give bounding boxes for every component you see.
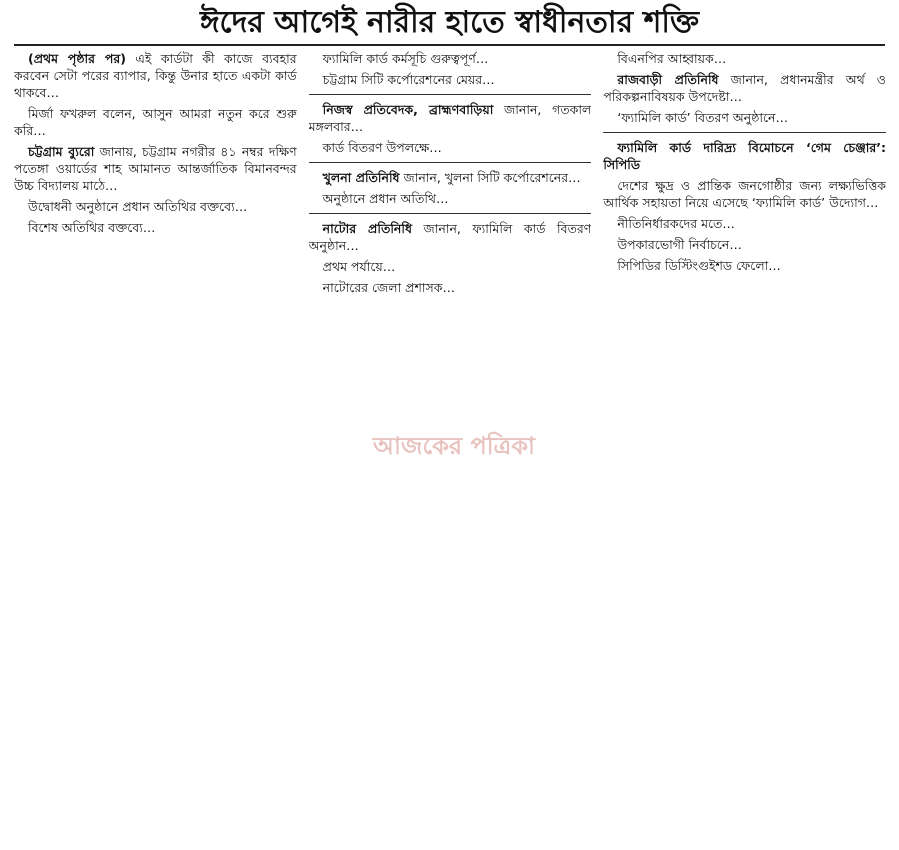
dateline: চট্টগ্রাম ব্যুরো (28, 144, 95, 159)
divider (603, 132, 886, 133)
headline-rule (14, 44, 885, 46)
paragraph: প্রথম পর্যায়ে… (322, 259, 396, 274)
paragraph: উদ্বোধনী অনুষ্ঠানে প্রধান অতিথির বক্তব্যে… (28, 199, 248, 214)
watermark: আজকের পত্রিকা (373, 432, 535, 460)
paragraph: নাটোর প্রতিনিধি জানান, ফ্যামিলি কার্ড বিতরণ অনুষ্ঠান… (308, 221, 592, 253)
subheading: ফ্যামিলি কার্ড দারিদ্র্য বিমোচনে ‘গেম চেঞ্জার’: সিপিডি (603, 140, 887, 172)
paragraph: ‘ফ্যামিলি কার্ড’ বিতরণ অনুষ্ঠানে… (617, 110, 788, 125)
paragraph: বিশেষ অতিথির বক্তব্যে… (28, 220, 156, 235)
paragraph: মির্জা ফখরুল বলেন, আসুন আমরা নতুন করে শুরু করি… (14, 106, 297, 138)
dateline: (প্রথম পৃষ্ঠার পর) (28, 51, 126, 66)
dateline: নিজস্ব প্রতিবেদক, ব্রাহ্মণবাড়িয়া (322, 102, 494, 117)
paragraph: দেশের ক্ষুদ্র ও প্রান্তিক জনগোষ্ঠীর জন্য লক্ষ্যভিত্তিক আর্থিক সহায়তা নিয়ে এসেছে ‘ফ্যামিলি কার্ড’ উদ্যোগ… (603, 178, 887, 210)
paragraph: নিজস্ব প্রতিবেদক, ব্রাহ্মণবাড়িয়া জানান, গতকাল মঙ্গলবার… (308, 102, 592, 134)
paragraph: রাজবাড়ী প্রতিনিধি জানান, প্রধানমন্ত্রীর অর্থ ও পরিকল্পনাবিষয়ক উপদেষ্টা… (603, 72, 887, 104)
paragraph: বিএনপির আহ্বায়ক… (617, 51, 727, 66)
divider (309, 94, 592, 95)
headline: ঈদের আগেই নারীর হাতে স্বাধীনতার শক্তি (199, 5, 700, 40)
paragraph: (প্রথম পৃষ্ঠার পর) এই কার্ডটা কী কাজে ব্যবহার করবেন সেটা পরের ব্যাপার, কিন্তু উনার হাতে একটা কার্ড থাকবে… (14, 51, 297, 100)
paragraph: কার্ড বিতরণ উপলক্ষে… (322, 140, 442, 155)
paragraph: খুলনা প্রতিনিধি জানান, খুলনা সিটি কর্পোরেশনের… (322, 170, 581, 185)
paragraph: সিপিডির ডিস্টিংগুইশড ফেলো… (617, 258, 781, 273)
column-3 (603, 50, 886, 846)
paragraph: নাটোরের জেলা প্রশাসক… (322, 280, 455, 295)
paragraph: ফ্যামিলি কার্ড কর্মসূচি গুরুত্বপূর্ণ… (322, 51, 489, 66)
paragraph: চট্টগ্রাম ব্যুরো জানায়, চট্টগ্রাম নগরীর ৪১ নম্বর দক্ষিণ পতেঙ্গা ওয়ার্ডের শাহ আমানত আন্তর্জাতিক বিমানবন্দর উচ্চ বিদ্যালয় মাঠে… (14, 144, 297, 193)
column-1 (14, 50, 297, 846)
divider (309, 213, 592, 214)
dateline: রাজবাড়ী প্রতিনিধি (617, 72, 719, 87)
dateline: নাটোর প্রতিনিধি (322, 221, 412, 236)
paragraph: অনুষ্ঠানে প্রধান অতিথি… (322, 191, 449, 206)
paragraph: চট্টগ্রাম সিটি কর্পোরেশনের মেয়র… (322, 72, 495, 87)
paragraph: উপকারভোগী নির্বাচনে… (617, 237, 742, 252)
divider (309, 162, 592, 163)
dateline: খুলনা প্রতিনিধি (322, 170, 400, 185)
paragraph: নীতিনির্ধারকদের মতে… (617, 216, 735, 231)
